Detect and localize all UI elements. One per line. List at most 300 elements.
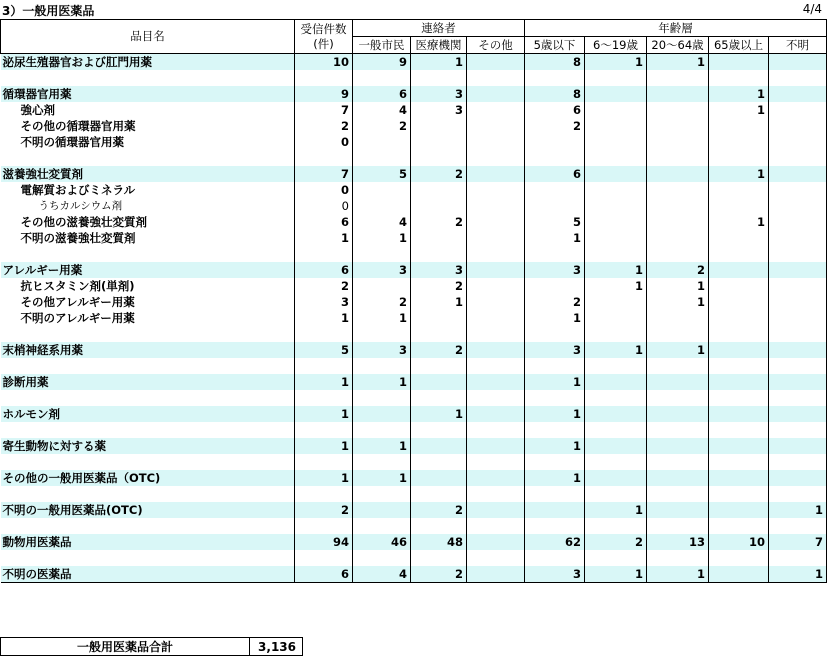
row-label: その他の循環器官用薬 [20,118,136,133]
row-value: 1 [585,502,647,518]
row-value [525,70,585,86]
spacer-row [1,422,827,438]
row-value [525,422,585,438]
spacer-row [1,486,827,502]
row-value [411,454,467,470]
row-value [295,390,353,406]
row-value: 1 [353,230,411,246]
row-value [467,422,525,438]
row-value [585,182,647,198]
row-value: 3 [411,86,467,102]
row-label: その他の滋養強壮変質剤 [20,214,147,229]
row-value [353,358,411,374]
row-value [585,550,647,566]
header-age-under5: 5歳以下 [525,37,585,54]
row-value [769,262,827,278]
row-label: 泌尿生殖器官および肛門用薬 [1,54,295,71]
row-value [585,214,647,230]
row-value [467,278,525,294]
row-value [585,166,647,182]
row-value [525,550,585,566]
row-label: 電解質およびミネラル [20,182,136,197]
row-label: その他の一般用医薬品（OTC) [1,470,295,486]
row-value [647,422,709,438]
row-value [525,150,585,166]
spacer-row [1,454,827,470]
row-value [353,182,411,198]
total-label: 一般用医薬品合計 [1,638,250,656]
row-value [769,438,827,454]
row-value: 0 [295,182,353,198]
row-value [585,518,647,534]
row-value [647,230,709,246]
row-value [647,198,709,214]
row-value [647,486,709,502]
row-label [1,326,295,342]
row-value [769,390,827,406]
row-value [769,518,827,534]
table-row [1,230,827,246]
row-value [769,134,827,150]
row-value [585,230,647,246]
row-value [467,486,525,502]
row-value [709,390,769,406]
row-label: 寄生動物に対する薬 [1,438,295,454]
row-value [411,198,467,214]
row-value [353,390,411,406]
row-value: 1 [709,86,769,102]
row-value: 2 [411,566,467,583]
header-item-name: 品目名 [1,20,295,54]
row-value: 3 [295,294,353,310]
row-value: 48 [411,534,467,550]
header-age-unknown: 不明 [769,37,827,54]
row-value: 1 [353,310,411,326]
row-value [411,374,467,390]
row-value [769,326,827,342]
row-value [709,294,769,310]
row-value [709,326,769,342]
row-label [1,486,295,502]
row-value: 2 [411,214,467,230]
row-value [709,406,769,422]
row-value [411,182,467,198]
row-value [709,54,769,71]
row-value [647,310,709,326]
row-value [585,118,647,134]
row-label [1,150,295,166]
row-value [411,390,467,406]
row-value [353,150,411,166]
row-value [769,70,827,86]
row-value: 1 [525,310,585,326]
row-value [585,358,647,374]
row-value: 1 [769,566,827,583]
row-value [709,278,769,294]
row-value [647,550,709,566]
row-value [353,278,411,294]
table-row [1,86,827,102]
row-value [647,406,709,422]
row-value: 1 [411,294,467,310]
row-value [467,198,525,214]
row-value [411,326,467,342]
row-value [585,438,647,454]
row-value: 8 [525,86,585,102]
row-value: 2 [353,118,411,134]
row-value [585,198,647,214]
section-title: 3）一般用医薬品 [2,4,95,18]
row-value: 2 [411,502,467,518]
row-value: 1 [353,374,411,390]
row-value [467,118,525,134]
row-value [769,102,827,118]
table-row [1,166,827,182]
row-value [295,246,353,262]
row-value: 1 [647,278,709,294]
row-value [585,150,647,166]
row-value: 1 [585,278,647,294]
row-value [647,118,709,134]
row-value [585,134,647,150]
row-label: うちカルシウム剤 [38,199,123,212]
row-value [709,470,769,486]
row-value: 9 [353,54,411,71]
row-value: 2 [585,534,647,550]
row-value [709,230,769,246]
row-value [769,422,827,438]
row-value: 1 [525,230,585,246]
header-age-65plus: 65歳以上 [709,37,769,54]
row-value [467,374,525,390]
row-value: 0 [295,134,353,150]
row-value: 1 [709,166,769,182]
table-row [1,102,827,118]
row-value: 2 [411,342,467,358]
row-value: 1 [411,406,467,422]
row-value: 3 [525,342,585,358]
row-value [411,310,467,326]
row-value: 6 [525,102,585,118]
row-value [467,534,525,550]
row-label [1,422,295,438]
row-value [467,470,525,486]
row-value [769,454,827,470]
row-value [769,214,827,230]
row-value [647,150,709,166]
row-label: 不明の一般用医薬品(OTC) [1,502,295,518]
row-value [525,198,585,214]
row-value [769,54,827,71]
header-contact-medical: 医療機関 [411,37,467,54]
row-value [709,518,769,534]
row-value [769,278,827,294]
row-value [467,310,525,326]
row-label: 不明の医薬品 [1,566,295,583]
table-row [1,278,827,294]
row-value [647,166,709,182]
row-value: 1 [647,294,709,310]
header-age-20-64: 20～64歳 [647,37,709,54]
row-value [647,86,709,102]
row-value [525,358,585,374]
table-row [1,118,827,134]
row-value: 2 [295,278,353,294]
row-value: 2 [647,262,709,278]
row-value: 1 [353,438,411,454]
row-value [709,550,769,566]
table-row [1,134,827,150]
row-value [709,182,769,198]
row-value: 4 [353,102,411,118]
table-row [1,374,827,390]
row-value: 3 [525,262,585,278]
row-value [709,566,769,583]
row-value [709,486,769,502]
row-value [353,550,411,566]
row-value: 1 [647,342,709,358]
row-value [467,134,525,150]
row-value: 2 [295,118,353,134]
row-label [1,358,295,374]
row-value [353,518,411,534]
row-value [467,166,525,182]
row-value [647,518,709,534]
header-contact-citizen: 一般市民 [353,37,411,54]
row-value [769,230,827,246]
row-value [353,134,411,150]
row-value [769,198,827,214]
row-value: 1 [647,54,709,71]
row-value [353,246,411,262]
row-value [353,502,411,518]
row-value: 6 [295,566,353,583]
row-value [525,326,585,342]
row-value: 1 [525,374,585,390]
row-value: 5 [295,342,353,358]
row-value: 1 [709,102,769,118]
row-value [525,246,585,262]
table-row [1,502,827,518]
row-value: 6 [295,214,353,230]
row-value [467,230,525,246]
row-value: 2 [295,502,353,518]
row-value [295,326,353,342]
spacer-row [1,70,827,86]
row-label: 不明の滋養強壮変質剤 [20,230,136,245]
table-row [1,470,827,486]
row-value: 3 [411,102,467,118]
header-age: 年齢層 [525,20,827,37]
row-value [769,182,827,198]
row-value [295,454,353,470]
row-value [769,406,827,422]
row-label: 不明の循環器官用薬 [20,134,124,149]
row-value [411,134,467,150]
row-value [769,358,827,374]
row-value: 7 [769,534,827,550]
row-value: 5 [525,214,585,230]
table-row [1,214,827,230]
row-value [525,502,585,518]
row-label: ホルモン剤 [1,406,295,422]
row-value [467,86,525,102]
spacer-row [1,326,827,342]
row-value: 1 [411,54,467,71]
row-value [647,182,709,198]
row-label: 強心剤 [20,102,55,117]
row-value [585,70,647,86]
row-value [647,390,709,406]
total-value: 3,136 [250,638,303,656]
row-value: 62 [525,534,585,550]
row-value: 2 [411,166,467,182]
row-value [411,470,467,486]
row-label: 不明のアレルギー用薬 [20,310,135,325]
table-row [1,294,827,310]
row-value [585,470,647,486]
header-contact-other: その他 [467,37,525,54]
row-value: 1 [709,214,769,230]
row-value: 7 [295,166,353,182]
row-value [585,102,647,118]
row-value [709,374,769,390]
row-value [411,518,467,534]
row-value [467,566,525,583]
row-value [585,294,647,310]
row-value [709,246,769,262]
row-value: 1 [585,54,647,71]
row-value: 1 [585,262,647,278]
header-contact: 連絡者 [353,20,525,37]
row-value [353,486,411,502]
row-value [709,342,769,358]
row-value [525,486,585,502]
row-value: 8 [525,54,585,71]
row-value: 1 [295,230,353,246]
row-value [467,54,525,71]
row-value [709,454,769,470]
row-value [467,214,525,230]
row-value [647,246,709,262]
row-value: 5 [353,166,411,182]
row-value [295,486,353,502]
row-value [525,390,585,406]
header-count-line2: (件) [313,36,334,51]
spacer-row [1,150,827,166]
row-value [647,326,709,342]
row-value [467,358,525,374]
row-value [353,198,411,214]
row-label: 診断用薬 [1,374,295,390]
row-value [647,134,709,150]
row-value: 1 [585,566,647,583]
row-value: 3 [525,566,585,583]
row-value [585,390,647,406]
table-row [1,342,827,358]
row-value [467,246,525,262]
row-value [525,182,585,198]
row-value [411,358,467,374]
row-value [353,70,411,86]
row-value [769,294,827,310]
row-value [295,550,353,566]
table-row [1,262,827,278]
row-value [467,182,525,198]
row-value: 1 [525,470,585,486]
row-value [411,246,467,262]
row-value [295,518,353,534]
row-value [467,102,525,118]
row-value [769,486,827,502]
row-value: 2 [411,278,467,294]
table-body [1,54,827,583]
row-value [411,70,467,86]
row-value [585,454,647,470]
row-value [585,374,647,390]
row-value [709,70,769,86]
row-value [585,246,647,262]
row-value: 3 [411,262,467,278]
row-label: 滋養強壮変質剤 [1,166,295,182]
table-row [1,310,827,326]
row-value: 6 [525,166,585,182]
row-value [709,438,769,454]
row-value [709,310,769,326]
row-value [647,70,709,86]
row-value: 0 [295,198,353,214]
row-value [769,550,827,566]
row-value [709,358,769,374]
row-value [411,230,467,246]
row-value: 1 [353,470,411,486]
table-row [1,54,827,71]
row-value [585,486,647,502]
row-value [647,454,709,470]
table-row [1,182,827,198]
row-value: 2 [353,294,411,310]
row-label: 末梢神経系用薬 [1,342,295,358]
row-value: 10 [709,534,769,550]
table-row [1,198,827,214]
row-value: 6 [295,262,353,278]
header-count-line1: 受信件数 [300,21,347,36]
row-value [467,502,525,518]
header-age-6-19: 6～19歳 [585,37,647,54]
row-value [647,102,709,118]
row-value [769,374,827,390]
table-row [1,534,827,550]
row-value [769,150,827,166]
row-value [467,150,525,166]
row-value: 1 [525,438,585,454]
row-value [647,438,709,454]
row-label [1,70,295,86]
row-label [1,454,295,470]
row-value [467,326,525,342]
row-value [647,214,709,230]
row-value [709,502,769,518]
row-value [295,150,353,166]
row-label [1,518,295,534]
row-value [467,550,525,566]
row-value: 2 [525,118,585,134]
row-value [411,422,467,438]
total-box [0,637,303,656]
row-label [1,550,295,566]
row-value [709,134,769,150]
row-value [525,518,585,534]
